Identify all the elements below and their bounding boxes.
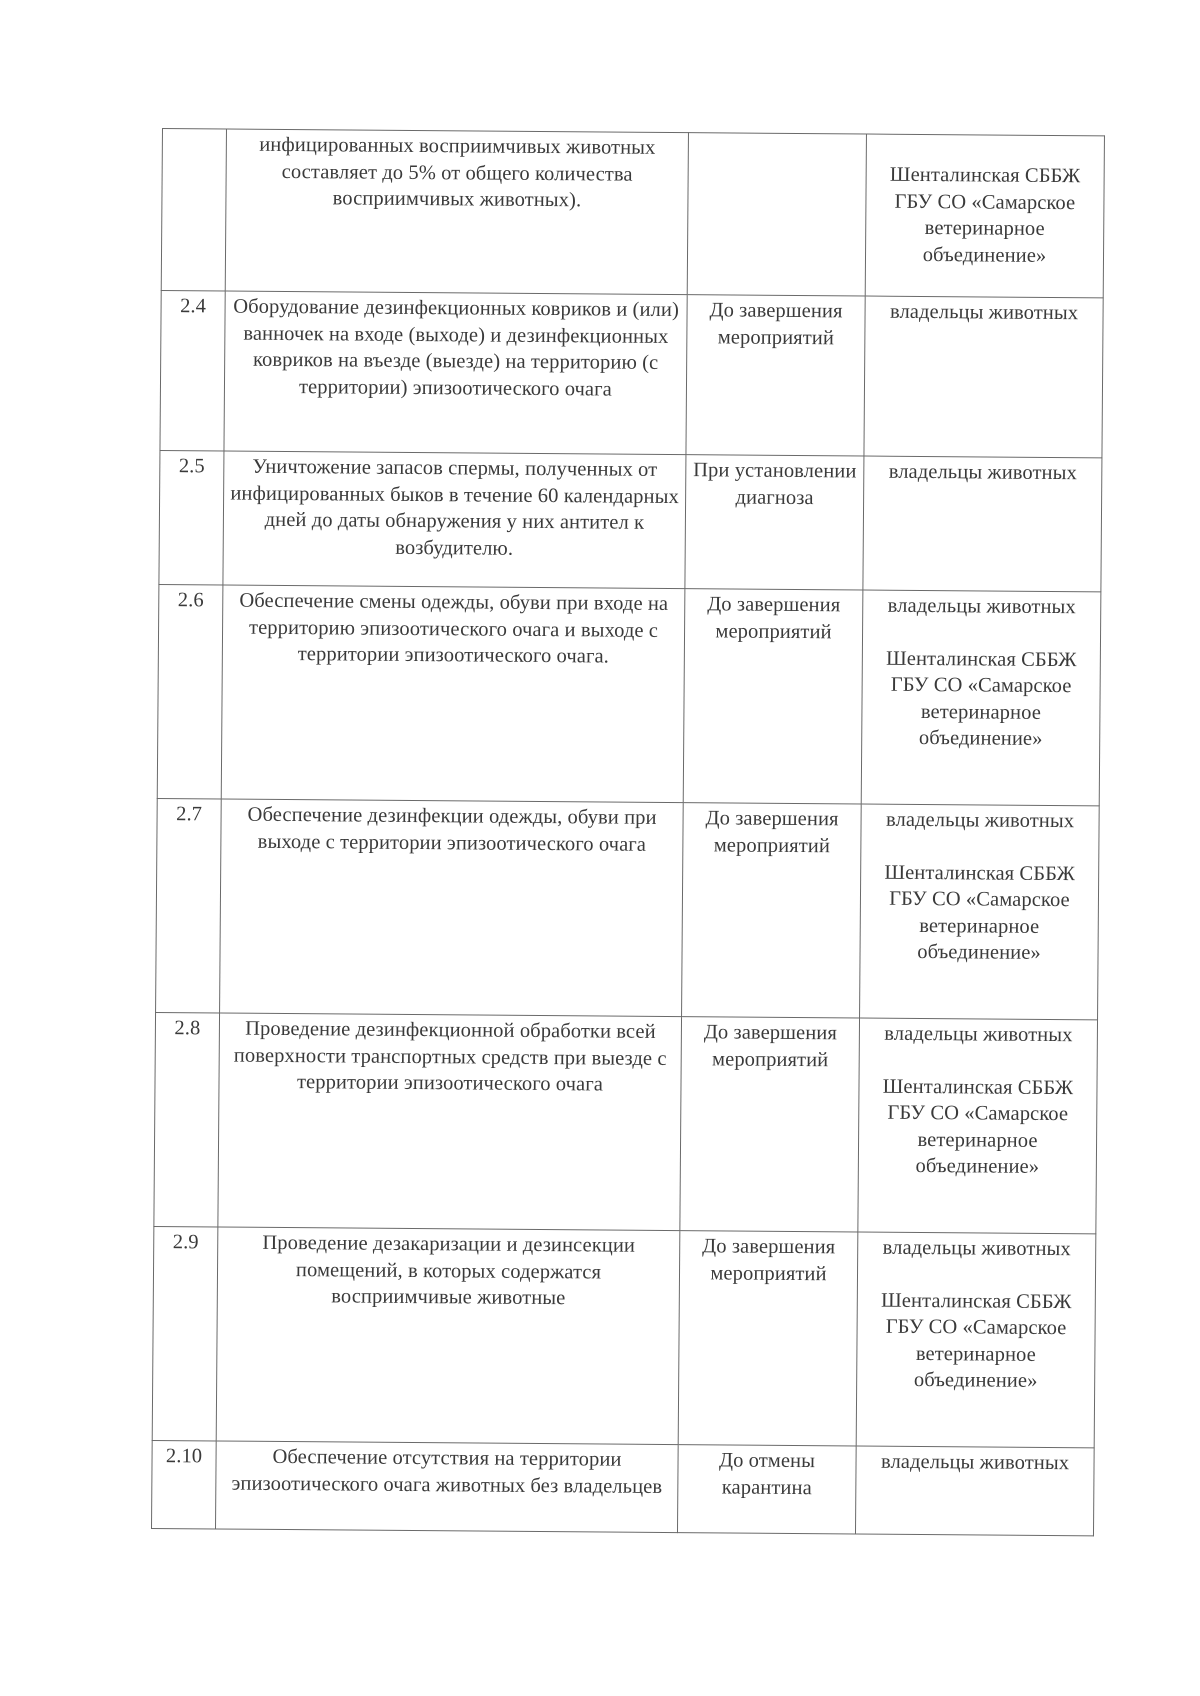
responsible-owners: владельцы животных (880, 1450, 1070, 1475)
row-number: 2.7 (156, 798, 222, 1012)
responsible-cell (855, 1446, 1094, 1536)
term-text: До завершения мероприятий (682, 803, 862, 1018)
responsible-organization: Шенталинская СББЖ ГБУ СО «Самарское ветеринарное объединение» (885, 647, 1077, 750)
responsible-cell (864, 296, 1103, 458)
table-row (160, 290, 1103, 457)
table-row (154, 1012, 1098, 1233)
responsible-cell (860, 804, 1100, 1020)
measure-text: Проведение дезинфекционной обработки всей поверхности транспортных средств при выезде с территории эпизоотического очага (218, 1013, 682, 1231)
spacer (864, 1261, 1089, 1289)
measure-text: Обеспечение отсутствия на территории эпизоотического очага животных без владельцев (215, 1441, 678, 1533)
table-row (159, 450, 1102, 591)
row-number: 2.5 (159, 450, 224, 584)
table-row (161, 129, 1104, 298)
responsible-cell (863, 456, 1102, 592)
responsible-organization: Шенталинская СББЖ ГБУ СО «Самарское ветеринарное объединение» (880, 1289, 1072, 1392)
spacer (867, 833, 1092, 861)
responsible-owners: владельцы животных (885, 808, 1075, 833)
responsible-cell (861, 590, 1101, 806)
measures-table (151, 128, 1105, 1536)
responsible-organization: Шенталинская СББЖ ГБУ СО «Самарское ветеринарное объединение» (889, 163, 1081, 267)
term-text (687, 133, 866, 296)
responsible-cell (865, 134, 1104, 298)
row-number: 2.8 (154, 1012, 220, 1226)
responsible-organization: Шенталинская СББЖ ГБУ СО «Самарское ветеринарное объединение» (884, 861, 1076, 964)
responsible-owners: владельцы животных (889, 300, 1079, 325)
term-text: До завершения мероприятий (678, 1231, 858, 1446)
measure-text: Проведение дезакаризации и дезинсекции помещений, в которых содержатся восприимчивые животные (216, 1227, 680, 1445)
spacer (869, 619, 1094, 647)
measure-text: Обеспечение дезинфекции одежды, обуви при выходе с территории эпизоотического очага (220, 799, 684, 1017)
measure-text: инфицированных восприимчивых животных составляет до 5% от общего количества восприимчивых животных). (225, 129, 688, 295)
responsible-cell (856, 1232, 1096, 1448)
table-row (157, 584, 1101, 805)
row-number: 2.10 (152, 1440, 217, 1528)
table-row (156, 798, 1100, 1019)
term-text: До завершения мероприятий (680, 1017, 860, 1232)
term-text: До завершения мероприятий (686, 295, 865, 456)
measure-text: Обеспечение смены одежды, обуви при входе на территорию эпизоотического очага и выходе с территории эпизоотического очага. (221, 585, 685, 803)
row-number: 2.4 (160, 290, 225, 450)
responsible-owners: владельцы животных (887, 594, 1076, 619)
responsible-owners: владельцы животных (884, 1022, 1073, 1047)
table-row (152, 1226, 1096, 1447)
row-number (161, 129, 226, 291)
table-row (152, 1440, 1095, 1535)
responsible-owners: владельцы животных (888, 460, 1077, 485)
term-text: При установлении диагноза (685, 455, 864, 590)
spacer (866, 1047, 1091, 1075)
row-number: 2.6 (157, 584, 223, 798)
row-number: 2.9 (152, 1226, 218, 1440)
responsible-owners: владельцы животных (882, 1236, 1071, 1261)
term-text: До завершения мероприятий (683, 589, 863, 804)
responsible-cell (858, 1018, 1098, 1234)
measure-text: Уничтожение запасов спермы, полученных от инфицированных быков в течение 60 календарных дней до даты обнаружения у них антител к возбудителю. (223, 451, 686, 589)
measure-text: Оборудование дезинфекционных ковриков и (или) ванночек на входе (выходе) и дезинфекционных ковриков на въезде (выезде) на территорию (с территории) эпизоотического очага (224, 291, 687, 455)
responsible-organization: Шенталинская СББЖ ГБУ СО «Самарское ветеринарное объединение» (882, 1075, 1074, 1178)
term-text: До отмены карантина (677, 1445, 856, 1534)
